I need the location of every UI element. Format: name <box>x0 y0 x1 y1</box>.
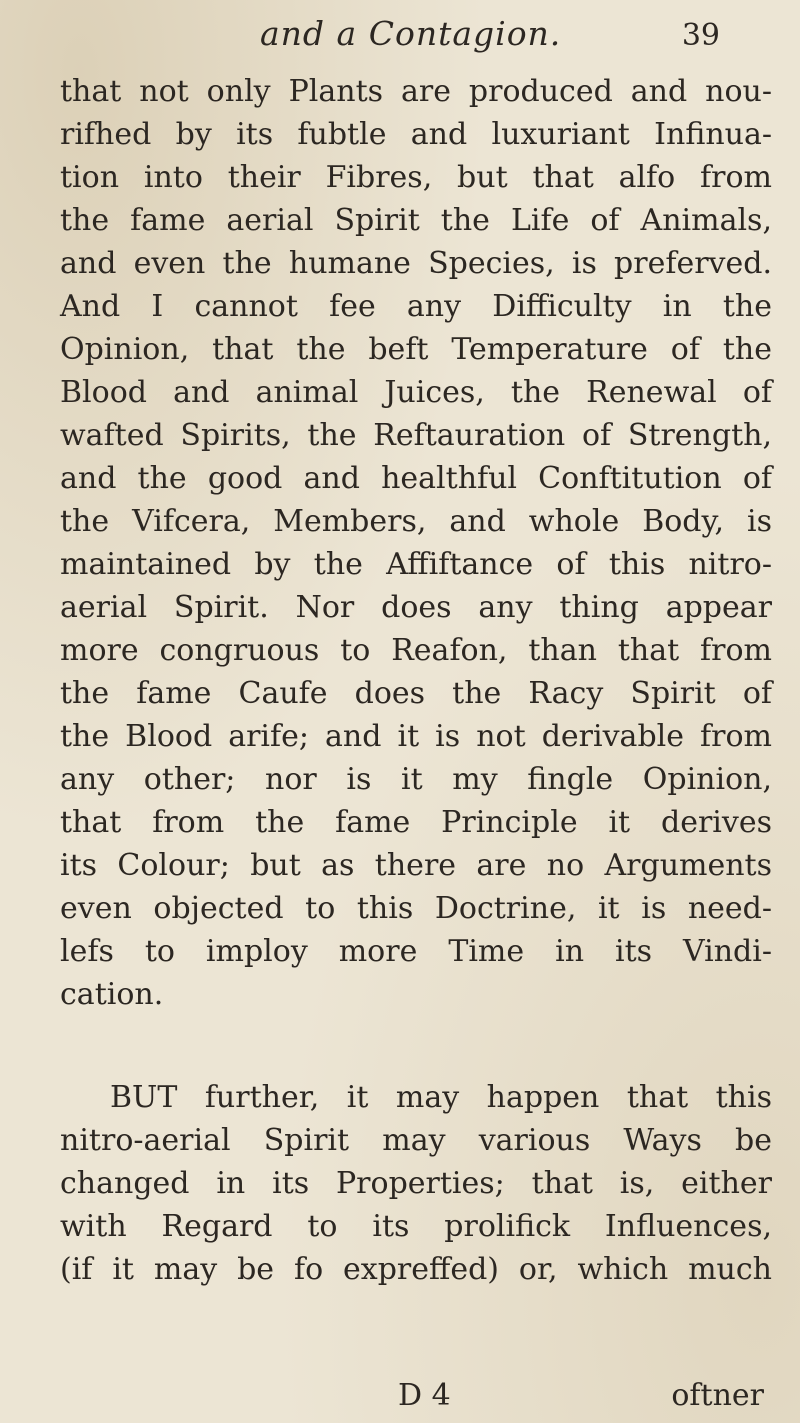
page-header <box>260 12 720 62</box>
text-line: wafted Spirits, the Reftauration of Strength, <box>60 418 772 453</box>
text-line: nitro-aerial Spirit may various Ways be <box>60 1123 772 1158</box>
running-title: and a Contagion. <box>260 14 562 53</box>
text-line: the fame Caufe does the Racy Spirit of <box>60 676 772 711</box>
text-line: the Blood arife; and it is not derivable from <box>60 719 772 754</box>
text-line: the Vifcera, Members, and whole Body, is <box>60 504 772 539</box>
text-line: more congruous to Reafon, than that from <box>60 633 772 668</box>
text-line: with Regard to its prolifick Influences, <box>60 1209 772 1244</box>
paragraph-gap <box>60 1016 772 1076</box>
text-line: that from the fame Principle it derives <box>60 805 772 840</box>
text-line: And I cannot fee any Difficulty in the <box>60 289 772 324</box>
text-line: lefs to imploy more Time in its Vindi- <box>60 934 772 969</box>
text-line: its Colour; but as there are no Arguments <box>60 848 772 883</box>
text-line: tion into their Fibres, but that alfo from <box>60 160 772 195</box>
text-line: BUT further, it may happen that this <box>110 1080 772 1115</box>
text-line: the fame aerial Spirit the Life of Animals, <box>60 203 772 238</box>
page-number: 39 <box>681 18 720 53</box>
text-line: rifhed by its fubtle and luxuriant Infinua- <box>60 117 772 152</box>
page-footer <box>60 1378 772 1418</box>
text-line: and even the humane Species, is preferved. <box>60 246 772 281</box>
text-line: maintained by the Affiftance of this nitro- <box>60 547 772 582</box>
text-line: that not only Plants are produced and nou- <box>60 74 772 109</box>
text-line: (if it may be fo expreffed) or, which much <box>60 1252 772 1287</box>
text-line: any other; nor is it my fingle Opinion, <box>60 762 772 797</box>
text-line: aerial Spirit. Nor does any thing appear <box>60 590 772 625</box>
text-line: Blood and animal Juices, the Renewal of <box>60 375 772 410</box>
catchword: oftner <box>671 1378 764 1413</box>
text-line: cation. <box>60 977 164 1012</box>
body-text <box>60 70 772 1291</box>
signature-mark: D 4 <box>398 1378 451 1413</box>
text-line: even objected to this Doctrine, it is need- <box>60 891 772 926</box>
text-line: changed in its Properties; that is, either <box>60 1166 772 1201</box>
paragraph-1 <box>60 70 772 1016</box>
paragraph-2 <box>60 1076 772 1291</box>
text-line: Opinion, that the beft Temperature of the <box>60 332 772 367</box>
text-line: and the good and healthful Conftitution of <box>60 461 772 496</box>
